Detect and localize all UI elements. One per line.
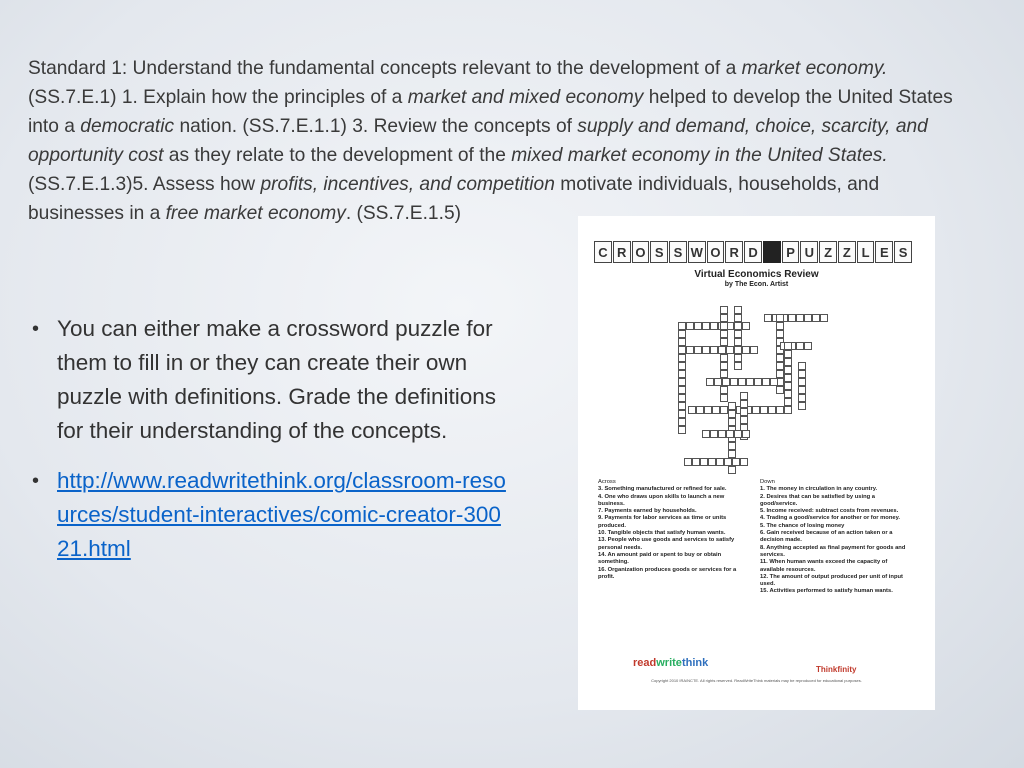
clue-item: 2. Desires that can be satisfied by using a good/service. [760,493,876,507]
grid-cell [678,338,686,346]
grid-cell [722,378,730,386]
clue-item: 11. When human wants exceed the capacity of available resources. [760,559,888,573]
bullet-item-link [30,464,510,566]
clue-item: 12. The amount of output produced per unit of input used. [760,573,903,588]
grid-cell [678,330,686,338]
grid-cell [784,374,792,382]
grid-cell [798,394,806,402]
grid-cell [710,322,718,330]
grid-cell [718,346,726,354]
grid-cell [702,430,710,438]
grid-cell [684,458,692,466]
grid-cell [798,362,806,370]
grid-cell [704,406,712,414]
grid-cell [762,378,770,386]
grid-cell [776,314,784,322]
handout-title: Virtual Economics Review [694,269,819,280]
grid-cell [696,406,704,414]
clue-item: 5. The chance of losing money [760,522,845,529]
grid-cell [710,346,718,354]
grid-cell [678,394,686,402]
grid-cell [760,406,768,414]
grid-cell [776,406,784,414]
banner-letter: S [650,241,668,263]
grid-cell [726,346,734,354]
clue-item: 15. Activities performed to satisfy human wants. [760,588,893,595]
grid-cell [742,346,750,354]
grid-cell [742,430,750,438]
grid-cell [720,370,728,378]
grid-cell [784,382,792,390]
grid-cell [776,386,784,394]
thinkfinity-logo: Thinkfinity [816,665,857,674]
grid-cell [770,378,778,386]
clue-item: 4. Trading a good/service for another or for money. [760,515,901,522]
grid-cell [796,314,804,322]
grid-cell [768,406,776,414]
crossword-handout-image [578,216,935,710]
grid-cell [734,362,742,370]
handout-subtitle: by The Econ. Artist [724,281,789,288]
grid-cell [678,354,686,362]
grid-cell [686,346,694,354]
grid-cell [734,430,742,438]
grid-cell [732,458,740,466]
grid-cell [742,322,750,330]
bullet-icon: • [32,318,40,340]
standard-segment: mixed market economy in the United States. [511,145,888,166]
comic-creator-link[interactable]: http://www.readwritethink.org/classroom-resources/student-interactives/comic-creator-30021.html [57,468,506,561]
grid-cell [708,458,716,466]
grid-cell [720,406,728,414]
grid-cell [678,418,686,426]
down-clues [760,479,910,596]
grid-cell [820,314,828,322]
grid-cell [678,386,686,394]
clue-item: 14. An amount paid or spent to buy or obtain something. [598,551,722,566]
grid-cell [712,406,720,414]
clue-item: 13. People who use goods and services to satisfy personal needs. [598,537,735,551]
grid-cell [728,410,736,418]
grid-cell [678,402,686,410]
grid-cell [804,342,812,350]
grid-cell [694,346,702,354]
readwritethink-logo: readwritethink [633,657,709,669]
grid-cell [788,314,796,322]
grid-cell [752,406,760,414]
grid-cell [746,378,754,386]
banner-letter: Z [819,241,837,263]
grid-cell [734,330,742,338]
grid-cell [728,450,736,458]
grid-cell [720,322,728,330]
grid-cell [738,378,746,386]
banner-letter: O [707,241,725,263]
grid-cell [678,370,686,378]
grid-cell [720,330,728,338]
banner-letter: C [594,241,612,263]
standard-segment: Standard 1: Understand the fundamental concepts relevant to the development of a [28,58,742,79]
banner-letter: U [800,241,818,263]
grid-cell [694,322,702,330]
grid-cell [724,458,732,466]
grid-cell [734,338,742,346]
clue-item: 10. Tangible objects that satisfy human wants. [598,530,726,537]
grid-cell [700,458,708,466]
grid-cell [678,410,686,418]
grid-cell [812,314,820,322]
standard-segment: democratic [80,116,175,137]
grid-cell [798,378,806,386]
grid-cell [720,314,728,322]
standard-segment: (SS.7.E.1.3)5. Assess how [28,174,261,195]
standard-segment: . (SS.7.E.1.5) [345,203,461,224]
grid-cell [798,402,806,410]
grid-cell [726,430,734,438]
banner-letter: S [669,241,687,263]
across-clues [598,479,748,581]
grid-cell [720,394,728,402]
down-heading: Down [760,479,775,485]
grid-cell [678,362,686,370]
grid-cell [702,346,710,354]
standard-segment: market and mixed economy [407,87,644,108]
grid-cell [784,390,792,398]
grid-cell [702,322,710,330]
grid-cell [734,314,742,322]
clue-item: 6. Gain received because of an action taken or a decision made. [760,530,893,544]
banner-letter [763,241,781,263]
grid-cell [678,322,686,330]
grid-cell [784,358,792,366]
grid-cell [692,458,700,466]
grid-cell [734,306,742,314]
standard-segment: profits, incentives, and competition [260,174,555,195]
clue-item: 4. One who draws upon skills to launch a new business. [598,493,725,507]
grid-cell [734,322,742,330]
grid-cell [784,342,792,350]
clue-item: 7. Payments earned by households. [598,508,697,515]
grid-cell [740,392,748,400]
banner-letter: L [857,241,875,263]
grid-cell [728,442,736,450]
grid-cell [740,458,748,466]
copyright-text: Copyright 2010 IRA/NCTE. All rights reserved. ReadWriteThink materials may be reproduced for educational purposes. [651,678,862,683]
grid-cell [784,406,792,414]
grid-cell [678,346,686,354]
grid-cell [678,378,686,386]
bullet-item-crossword [30,312,510,448]
crossword-puzzles-banner [594,241,912,263]
grid-cell [686,322,694,330]
grid-cell [678,426,686,434]
clue-item: 8. Anything accepted as final payment for goods and services. [760,544,906,558]
standard-segment: nation. (SS.7.E.1.1) 3. Review the concepts of [174,116,578,137]
grid-cell [714,378,722,386]
banner-letter: D [744,241,762,263]
standard-text [28,54,978,228]
grid-cell [728,402,736,410]
banner-letter: R [613,241,631,263]
grid-cell [740,400,748,408]
grid-cell [720,386,728,394]
grid-cell [720,362,728,370]
grid-cell [798,370,806,378]
grid-cell [734,346,742,354]
grid-cell [720,354,728,362]
grid-cell [740,408,748,416]
banner-letter: Z [838,241,856,263]
grid-cell [776,330,784,338]
grid-cell [688,406,696,414]
standard-segment: as they relate to the development of the [163,145,512,166]
grid-cell [710,430,718,438]
grid-cell [706,378,714,386]
standard-segment: free market economy [165,203,346,224]
standard-segment: (SS.7.E.1) 1. Explain how the principles of a [28,87,408,108]
bullet-text: You can either make a crossword puzzle for them to fill in or they can create their own puzzle with definitions. Grade the definitions for their understanding of the concepts. [57,316,497,443]
grid-cell [784,398,792,406]
grid-cell [798,386,806,394]
clue-item: 3. Something manufactured or refined for sale. [598,486,727,493]
banner-letter: P [782,241,800,263]
grid-cell [720,306,728,314]
grid-cell [720,338,728,346]
grid-cell [776,354,784,362]
bullet-list [30,312,510,566]
bullet-icon: • [32,470,40,492]
clue-item: 5. Income received: subtract costs from revenues. [760,508,899,515]
grid-cell [754,378,762,386]
grid-cell [764,314,772,322]
banner-letter: R [725,241,743,263]
grid-cell [718,430,726,438]
banner-letter: S [894,241,912,263]
standard-segment: supply and demand, choice, scarcity, and opportunity cost [28,116,928,166]
clue-item: 1. The money in circulation in any country. [760,486,878,493]
standard-segment: motivate individuals, households, and businesses in a [28,174,880,224]
grid-cell [776,362,784,370]
grid-cell [728,466,736,474]
banner-letter: W [688,241,706,263]
grid-cell [750,346,758,354]
grid-cell [716,458,724,466]
grid-cell [734,354,742,362]
grid-cell [776,370,784,378]
across-heading: Across [598,479,616,485]
grid-cell [784,350,792,358]
clue-item: 16. Organization produces goods or services for a profit. [598,566,737,580]
standard-segment: helped to develop the United States into a [28,87,953,137]
grid-cell [728,418,736,426]
banner-letter: O [632,241,650,263]
grid-cell [796,342,804,350]
grid-cell [740,416,748,424]
grid-cell [804,314,812,322]
grid-cell [784,366,792,374]
grid-cell [776,322,784,330]
grid-cell [730,378,738,386]
banner-letter: E [875,241,893,263]
standard-segment: market economy. [741,58,888,79]
clue-item: 9. Payments for labor services as time or units produced. [598,515,727,529]
